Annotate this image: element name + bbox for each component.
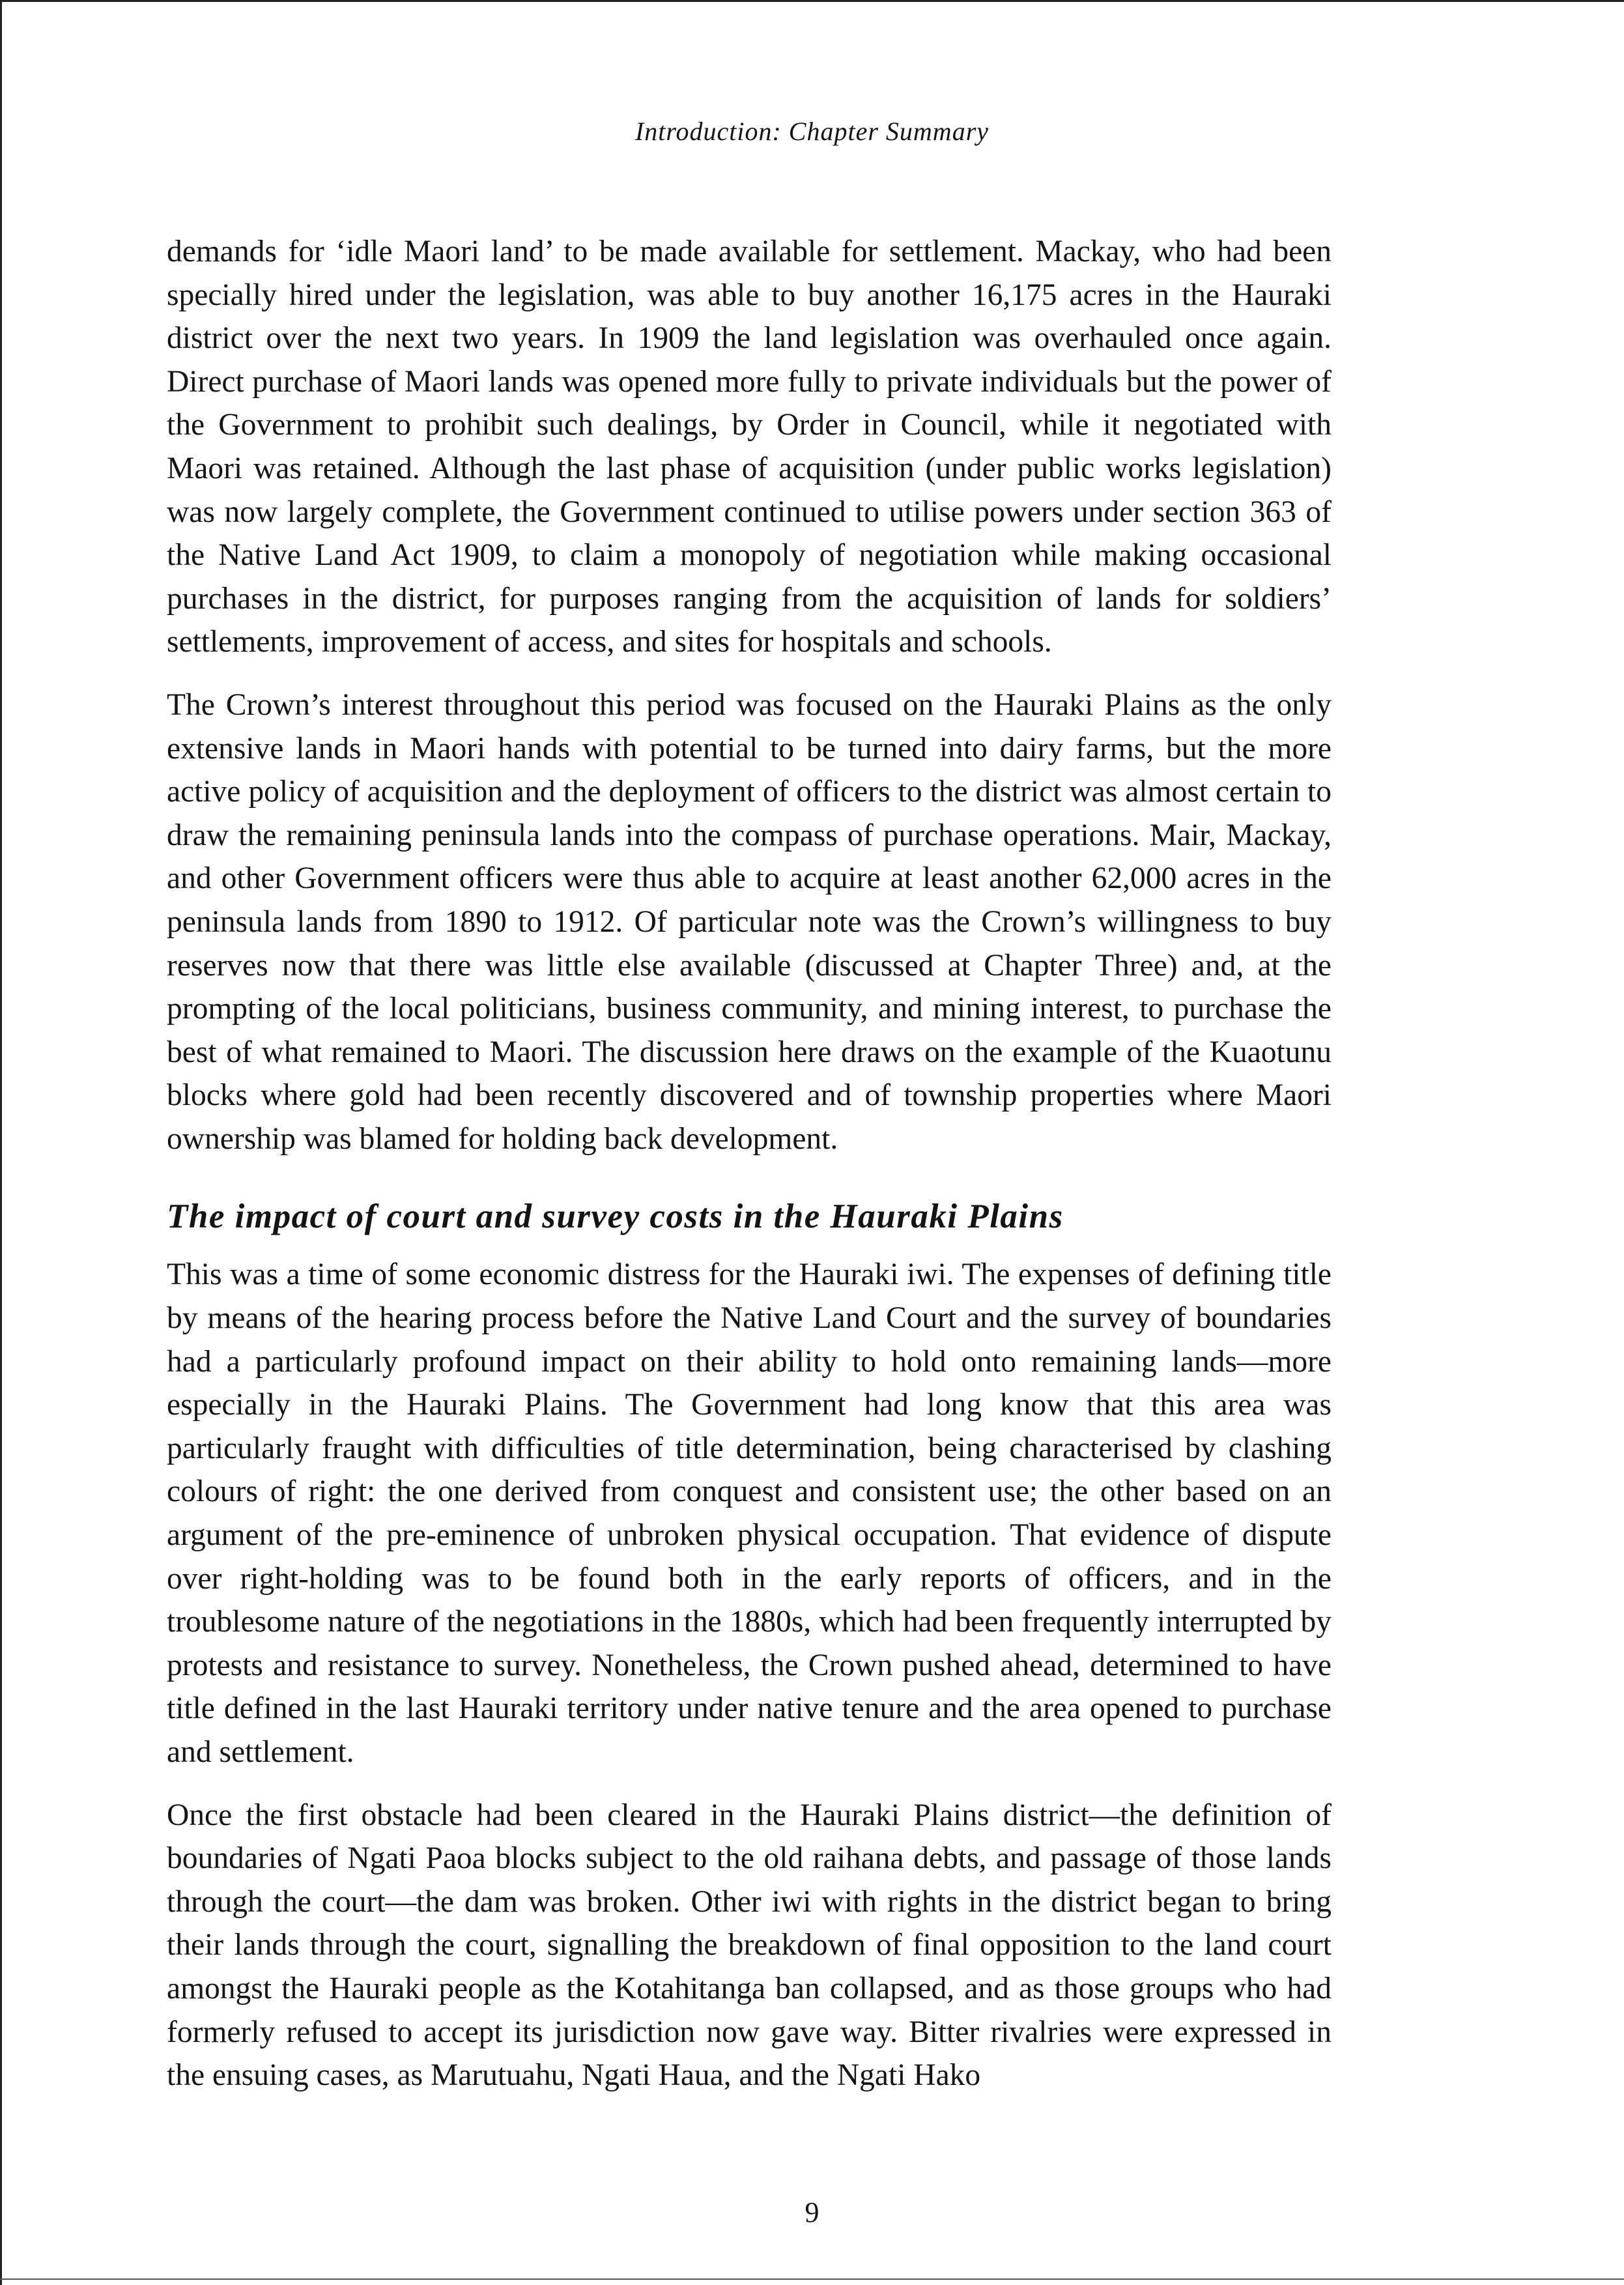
paragraph: Once the first obstacle had been cleared in the Hauraki Plains district—the definition of boundaries of Ngati Paoa blocks subject to the old raihana debts, and passage of those lands through the court—the dam was broken. Other iwi with rights in the district began to bring their lands through the court, signalling the breakdown of final opposition to the land court amongst the Hauraki people as the Kotahitanga ban collapsed, and as those groups who had formerly refused to accept its jurisdiction now gave way. Bitter rivalries were expressed in the ensuing cases, as Marutuahu, Ngati Haua, and the Ngati Hako xyxy=(167,1798,1332,2093)
page-number: 9 xyxy=(805,2196,819,2228)
scan-edge-bottom xyxy=(0,2278,1624,2280)
body-text xyxy=(167,230,1332,2097)
scan-edge-top xyxy=(0,0,1624,2)
section-heading: The impact of court and survey costs in the Hauraki Plains xyxy=(167,1198,1064,1236)
running-head: Introduction: Chapter Summary xyxy=(634,117,990,146)
paragraph: This was a time of some economic distress for the Hauraki iwi. The expenses of defining title by means of the hearing process before the Native Land Court and the survey of boundaries had a particularly profound impact on their ability to hold onto remaining lands—more especially in the Hauraki Plains. The Government had long know that this area was particularly fraught with difficulties of title determination, being characterised by clashing colours of right: the one derived from conquest and consistent use; the other based on an argument of the pre-eminence of unbroken physical occupation. That evidence of dispute over right-holding was to be found both in the early reports of officers, and in the troublesome nature of the negotiations in the 1880s, which had been frequently interrupted by protests and resistance to survey. Nonetheless, the Crown pushed ahead, determined to have title defined in the last Hauraki territory under native tenure and the area opened to purchase and settlement. xyxy=(167,1257,1332,1769)
paragraph: demands for ‘idle Maori land’ to be made available for settlement. Mackay, who had been specially hired under the legislation, was able to buy another 16,175 acres in the Hauraki district over the next two years. In 1909 the land legislation was overhauled once again. Direct purchase of Maori lands was opened more fully to private individuals but the power of the Government to prohibit such dealings, by Order in Council, while it negotiated with Maori was retained. Although the last phase of acquisition (under public works legislation) was now largely complete, the Government continued to utilise powers under section 363 of the Native Land Act 1909, to claim a monopoly of negotiation while making occasional purchases in the district, for purposes ranging from the acquisition of lands for soldiers’ settlements, improvement of access, and sites for hospitals and schools. xyxy=(167,235,1332,659)
scan-edge-left xyxy=(0,0,2,2285)
paragraph: The Crown’s interest throughout this period was focused on the Hauraki Plains as the only extensive lands in Maori hands with potential to be turned into dairy farms, but the more active policy of acquisition and the deployment of officers to the district was almost certain to draw the remaining peninsula lands into the compass of purchase operations. Mair, Mackay, and other Government officers were thus able to acquire at least another 62,000 acres in the peninsula lands from 1890 to 1912. Of particular note was the Crown’s willingness to buy reserves now that there was little else available (discussed at Chapter Three) and, at the prompting of the local politicians, business community, and mining interest, to purchase the best of what remained to Maori. The discussion here draws on the example of the Kuaotunu blocks where gold had been recently discovered and of township properties where Maori ownership was blamed for holding back development. xyxy=(167,687,1332,1156)
